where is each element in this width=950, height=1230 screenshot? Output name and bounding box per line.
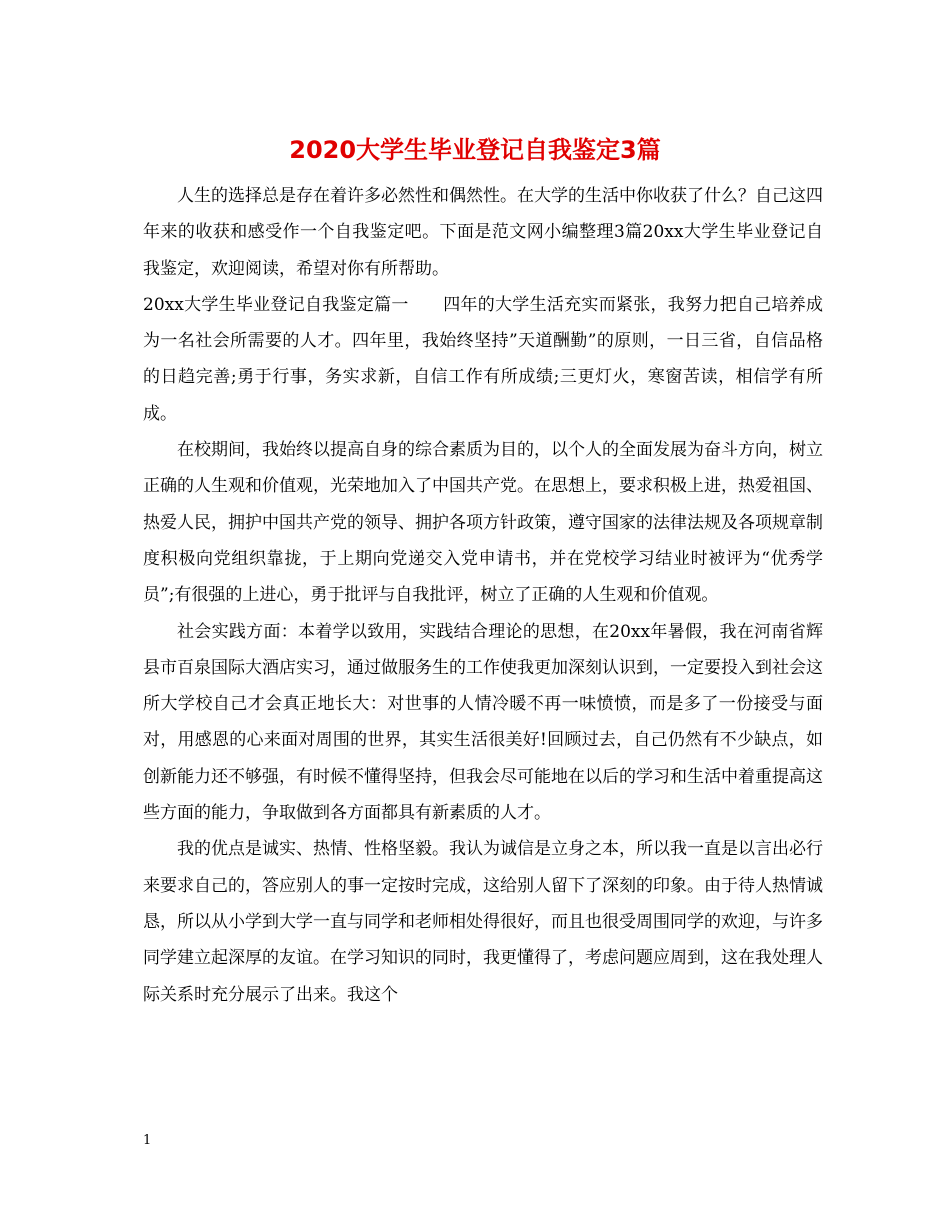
paragraph-intro: 人生的选择总是存在着许多必然性和偶然性。在大学的生活中你收获了什么？自己这四年来的收获和感受作一个自我鉴定吧。下面是范文网小编整理3篇20xx大学生毕业登记自我鉴定，欢迎阅读，希望对你有所帮助。 [143, 186, 823, 279]
paragraph-social-practice: 社会实践方面：本着学以致用，实践结合理论的思想，在20xx年暑假，我在河南省辉县市百泉国际大酒店实习，通过做服务生的工作使我更加深刻认识到，一定要投入到社会这所大学校自己才会真正地长大：对世事的人情冷暖不再一味愤愤，而是多了一份接受与面对，用感恩的心来面对周围的世界，其实生活很美好!回顾过去，自己仍然有不少缺点，如创新能力还不够强，有时候不懂得坚持，但我会尽可能地在以后的学习和生活中着重提高这些方面的能力，争取做到各方面都具有新素质的人才。 [143, 621, 823, 824]
page-number: 1 [143, 1133, 152, 1148]
paragraph-school-period: 在校期间，我始终以提高自身的综合素质为目的，以个人的全面发展为奋斗方向，树立正确的人生观和价值观，光荣地加入了中国共产党。在思想上，要求积极上进，热爱祖国、热爱人民，拥护中国共产党的领导、拥护各项方针政策，遵守国家的法律法规及各项规章制度积极向党组织靠拢，于上期向党递交入党申请书，并在党校学习结业时被评为“优秀学员”;有很强的上进心，勇于批评与自我批评，树立了正确的人生观和价值观。 [143, 440, 823, 606]
document-body [143, 177, 823, 1013]
paragraph-section-one: 20xx大学生毕业登记自我鉴定篇一 四年的大学生活充实而紧张，我努力把自己培养成为一名社会所需要的人才。四年里，我始终坚持”天道酬勤”的原则，一日三省，自信品格的日趋完善;勇于行事，务实求新，自信工作有所成绩;三更灯火，寒窗苦读，相信学有所成。 [143, 294, 823, 424]
paragraph-strengths: 我的优点是诚实、热情、性格坚毅。我认为诚信是立身之本，所以我一直是以言出必行来要求自己的，答应别人的事一定按时完成，这给别人留下了深刻的印象。由于待人热情诚恳，所以从小学到大学一直与同学和老师相处得很好，而且也很受周围同学的欢迎，与许多同学建立起深厚的友谊。在学习知识的同时，我更懂得了，考虑问题应周到，这在我处理人际关系时充分展示了出来。我这个 [143, 839, 823, 1005]
document-title: 2020大学生毕业登记自我鉴定3篇 [289, 136, 661, 164]
